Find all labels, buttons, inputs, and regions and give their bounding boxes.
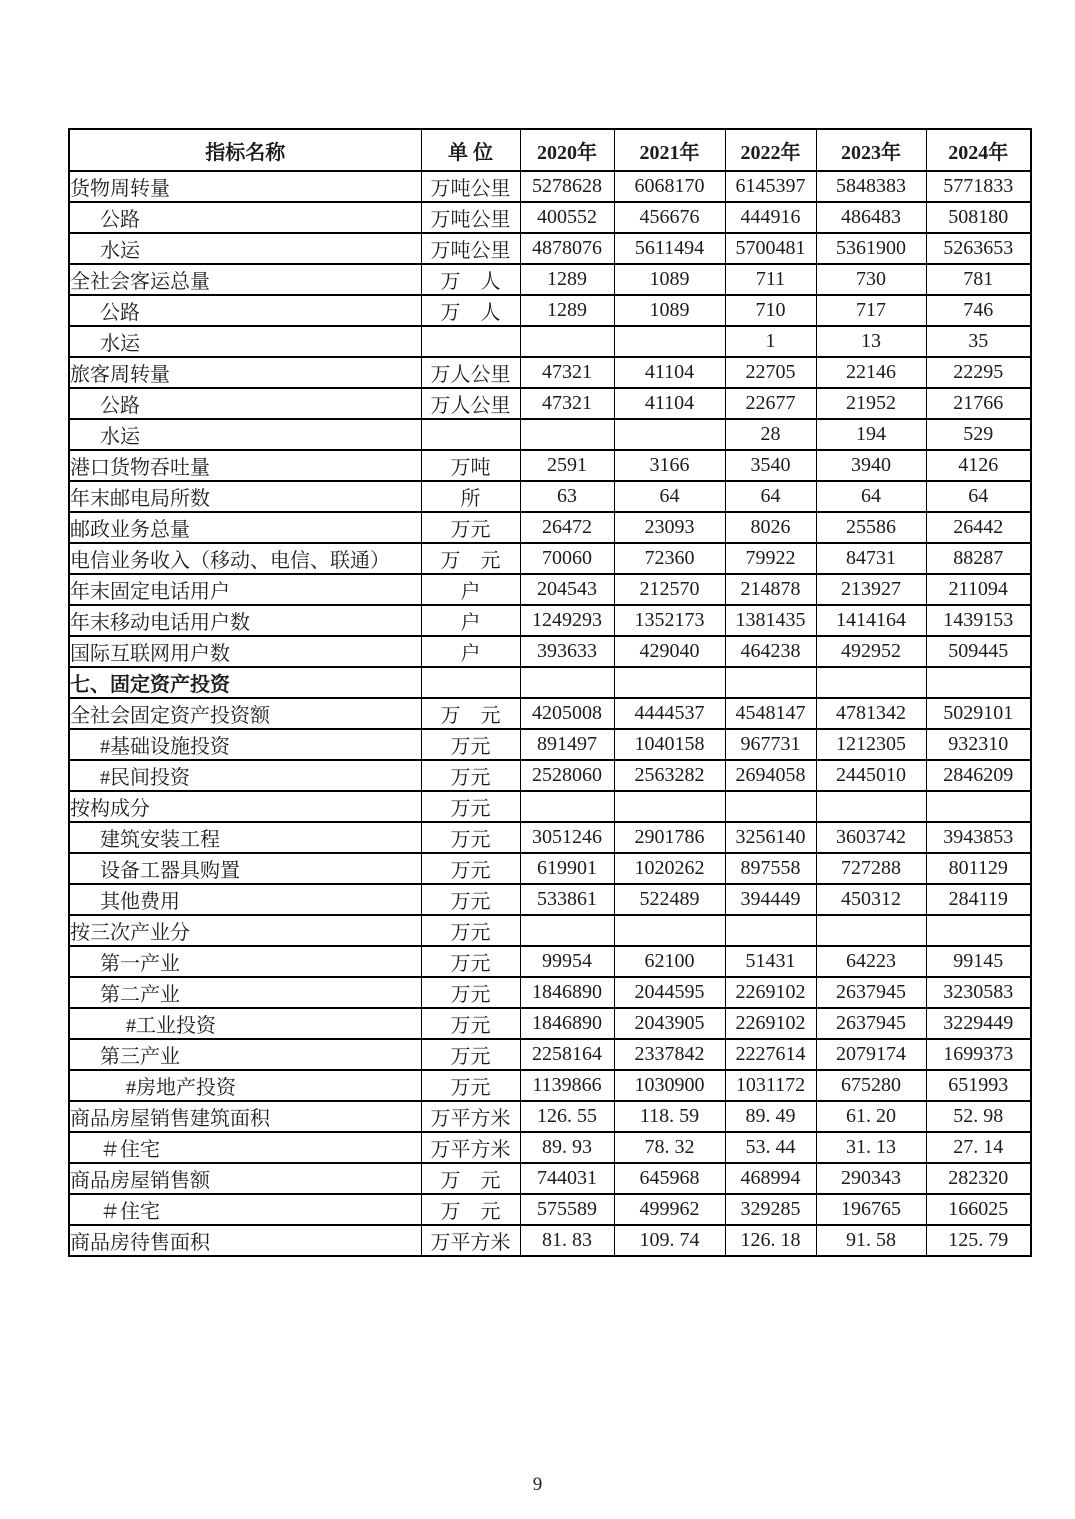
value-cell: 2637945 <box>816 977 926 1008</box>
value-cell: 2258164 <box>520 1039 614 1070</box>
unit-cell: 万 人 <box>421 264 520 295</box>
value-cell: 47321 <box>520 357 614 388</box>
value-cell: 3230583 <box>926 977 1031 1008</box>
value-cell: 89. 93 <box>520 1132 614 1163</box>
indicator-cell: 商品房屋销售建筑面积 <box>69 1101 421 1132</box>
value-cell: 429040 <box>614 636 725 667</box>
value-cell: 118. 59 <box>614 1101 725 1132</box>
unit-cell: 万平方米 <box>421 1132 520 1163</box>
header-cell-indicator: 指标名称 <box>69 129 421 171</box>
indicator-cell: ＃住宅 <box>69 1194 421 1225</box>
value-cell: 3943853 <box>926 822 1031 853</box>
unit-cell: 万元 <box>421 512 520 543</box>
unit-cell: 万元 <box>421 760 520 791</box>
indicator-cell: 商品房屋销售额 <box>69 1163 421 1194</box>
indicator-cell: 设备工器具购置 <box>69 853 421 884</box>
value-cell: 891497 <box>520 729 614 760</box>
indicator-cell: ＃住宅 <box>69 1132 421 1163</box>
value-cell: 125. 79 <box>926 1225 1031 1256</box>
value-cell: 63 <box>520 481 614 512</box>
indicator-cell: #房地产投资 <box>69 1070 421 1101</box>
value-cell: 651993 <box>926 1070 1031 1101</box>
value-cell: 746 <box>926 295 1031 326</box>
table-row <box>69 698 1031 729</box>
value-cell: 730 <box>816 264 926 295</box>
header-cell-year-3: 2023年 <box>816 129 926 171</box>
indicator-cell: 七、固定资产投资 <box>69 667 421 698</box>
table-row <box>69 388 1031 419</box>
indicator-cell: 电信业务收入（移动、电信、联通） <box>69 543 421 574</box>
value-cell: 5700481 <box>725 233 816 264</box>
indicator-cell: 全社会客运总量 <box>69 264 421 295</box>
value-cell: 2269102 <box>725 977 816 1008</box>
value-cell: 3051246 <box>520 822 614 853</box>
table-row <box>69 760 1031 791</box>
indicator-cell: 年末移动电话用户数 <box>69 605 421 636</box>
table-row <box>69 326 1031 357</box>
value-cell <box>725 915 816 946</box>
value-cell: 64 <box>816 481 926 512</box>
value-cell: 619901 <box>520 853 614 884</box>
unit-cell: 万元 <box>421 791 520 822</box>
value-cell: 126. 18 <box>725 1225 816 1256</box>
value-cell: 5771833 <box>926 171 1031 202</box>
value-cell: 393633 <box>520 636 614 667</box>
value-cell <box>520 667 614 698</box>
indicator-cell: 公路 <box>69 388 421 419</box>
value-cell: 5029101 <box>926 698 1031 729</box>
value-cell: 26472 <box>520 512 614 543</box>
value-cell: 4878076 <box>520 233 614 264</box>
value-cell: 1030900 <box>614 1070 725 1101</box>
value-cell: 88287 <box>926 543 1031 574</box>
value-cell: 64 <box>614 481 725 512</box>
value-cell: 450312 <box>816 884 926 915</box>
value-cell: 5848383 <box>816 171 926 202</box>
value-cell: 166025 <box>926 1194 1031 1225</box>
value-cell: 284119 <box>926 884 1031 915</box>
value-cell: 1414164 <box>816 605 926 636</box>
value-cell: 1352173 <box>614 605 725 636</box>
value-cell <box>725 667 816 698</box>
value-cell: 2043905 <box>614 1008 725 1039</box>
value-cell: 3229449 <box>926 1008 1031 1039</box>
table-header <box>69 129 1031 171</box>
indicator-cell: 全社会固定资产投资额 <box>69 698 421 729</box>
unit-cell: 万元 <box>421 915 520 946</box>
value-cell: 675280 <box>816 1070 926 1101</box>
value-cell: 3940 <box>816 450 926 481</box>
value-cell: 196765 <box>816 1194 926 1225</box>
value-cell <box>614 326 725 357</box>
table-row <box>69 729 1031 760</box>
value-cell: 72360 <box>614 543 725 574</box>
indicator-cell: 邮政业务总量 <box>69 512 421 543</box>
indicator-cell: 水运 <box>69 326 421 357</box>
value-cell: 1089 <box>614 264 725 295</box>
value-cell: 84731 <box>816 543 926 574</box>
value-cell: 717 <box>816 295 926 326</box>
value-cell: 1020262 <box>614 853 725 884</box>
value-cell: 8026 <box>725 512 816 543</box>
table-row <box>69 264 1031 295</box>
indicator-cell: 第一产业 <box>69 946 421 977</box>
value-cell: 2591 <box>520 450 614 481</box>
unit-cell: 所 <box>421 481 520 512</box>
unit-cell: 万平方米 <box>421 1225 520 1256</box>
value-cell: 1699373 <box>926 1039 1031 1070</box>
unit-cell: 户 <box>421 574 520 605</box>
value-cell: 47321 <box>520 388 614 419</box>
indicator-cell: 港口货物吞吐量 <box>69 450 421 481</box>
value-cell: 53. 44 <box>725 1132 816 1163</box>
table-row <box>69 1132 1031 1163</box>
indicator-cell: 建筑安装工程 <box>69 822 421 853</box>
value-cell: 109. 74 <box>614 1225 725 1256</box>
unit-cell <box>421 419 520 450</box>
value-cell: 1846890 <box>520 1008 614 1039</box>
header-cell-year-1: 2021年 <box>614 129 725 171</box>
value-cell: 27. 14 <box>926 1132 1031 1163</box>
table-row <box>69 1225 1031 1256</box>
value-cell <box>520 326 614 357</box>
value-cell: 3166 <box>614 450 725 481</box>
value-cell: 99954 <box>520 946 614 977</box>
value-cell: 194 <box>816 419 926 450</box>
unit-cell: 万 元 <box>421 543 520 574</box>
value-cell: 2044595 <box>614 977 725 1008</box>
value-cell <box>614 667 725 698</box>
value-cell: 1289 <box>520 264 614 295</box>
table-row <box>69 1163 1031 1194</box>
unit-cell: 万吨 <box>421 450 520 481</box>
value-cell: 522489 <box>614 884 725 915</box>
value-cell: 22705 <box>725 357 816 388</box>
value-cell: 456676 <box>614 202 725 233</box>
table-row <box>69 1070 1031 1101</box>
value-cell: 41104 <box>614 357 725 388</box>
value-cell <box>816 667 926 698</box>
value-cell: 1139866 <box>520 1070 614 1101</box>
value-cell: 967731 <box>725 729 816 760</box>
value-cell: 211094 <box>926 574 1031 605</box>
indicator-cell: 货物周转量 <box>69 171 421 202</box>
value-cell: 2563282 <box>614 760 725 791</box>
value-cell: 4781342 <box>816 698 926 729</box>
value-cell: 22677 <box>725 388 816 419</box>
indicator-cell: 按三次产业分 <box>69 915 421 946</box>
table-row <box>69 419 1031 450</box>
value-cell: 1381435 <box>725 605 816 636</box>
value-cell: 28 <box>725 419 816 450</box>
value-cell: 89. 49 <box>725 1101 816 1132</box>
value-cell: 64223 <box>816 946 926 977</box>
unit-cell: 万元 <box>421 1008 520 1039</box>
table-row <box>69 1194 1031 1225</box>
value-cell: 6068170 <box>614 171 725 202</box>
indicator-cell: 水运 <box>69 233 421 264</box>
unit-cell: 万吨公里 <box>421 202 520 233</box>
value-cell: 3603742 <box>816 822 926 853</box>
value-cell: 509445 <box>926 636 1031 667</box>
table-row <box>69 233 1031 264</box>
value-cell: 6145397 <box>725 171 816 202</box>
value-cell: 711 <box>725 264 816 295</box>
value-cell <box>614 915 725 946</box>
value-cell: 70060 <box>520 543 614 574</box>
indicator-cell: 第二产业 <box>69 977 421 1008</box>
value-cell: 41104 <box>614 388 725 419</box>
header-cell-year-4: 2024年 <box>926 129 1031 171</box>
unit-cell <box>421 667 520 698</box>
value-cell: 5278628 <box>520 171 614 202</box>
header-cell-year-2: 2022年 <box>725 129 816 171</box>
value-cell: 1031172 <box>725 1070 816 1101</box>
value-cell: 51431 <box>725 946 816 977</box>
unit-cell: 万元 <box>421 946 520 977</box>
indicator-cell: 年末固定电话用户 <box>69 574 421 605</box>
value-cell: 5361900 <box>816 233 926 264</box>
indicator-cell: 第三产业 <box>69 1039 421 1070</box>
value-cell: 486483 <box>816 202 926 233</box>
value-cell: 79922 <box>725 543 816 574</box>
table-row <box>69 512 1031 543</box>
table-row <box>69 1101 1031 1132</box>
table-row <box>69 171 1031 202</box>
value-cell: 213927 <box>816 574 926 605</box>
unit-cell: 万吨公里 <box>421 233 520 264</box>
table-row <box>69 853 1031 884</box>
unit-cell: 万元 <box>421 853 520 884</box>
value-cell: 35 <box>926 326 1031 357</box>
indicator-cell: 按构成分 <box>69 791 421 822</box>
value-cell <box>520 915 614 946</box>
value-cell: 290343 <box>816 1163 926 1194</box>
value-cell: 52. 98 <box>926 1101 1031 1132</box>
value-cell <box>926 791 1031 822</box>
value-cell: 744031 <box>520 1163 614 1194</box>
value-cell: 492952 <box>816 636 926 667</box>
value-cell: 3540 <box>725 450 816 481</box>
page-number: 9 <box>532 1474 543 1495</box>
value-cell: 781 <box>926 264 1031 295</box>
value-cell: 508180 <box>926 202 1031 233</box>
value-cell: 78. 32 <box>614 1132 725 1163</box>
unit-cell <box>421 326 520 357</box>
unit-cell: 万元 <box>421 1039 520 1070</box>
value-cell: 23093 <box>614 512 725 543</box>
value-cell <box>614 791 725 822</box>
value-cell: 727288 <box>816 853 926 884</box>
indicator-cell: 旅客周转量 <box>69 357 421 388</box>
value-cell <box>816 915 926 946</box>
value-cell: 282320 <box>926 1163 1031 1194</box>
value-cell <box>520 419 614 450</box>
table-row <box>69 357 1031 388</box>
table-row <box>69 884 1031 915</box>
value-cell: 1289 <box>520 295 614 326</box>
value-cell: 529 <box>926 419 1031 450</box>
value-cell: 1089 <box>614 295 725 326</box>
value-cell: 394449 <box>725 884 816 915</box>
value-cell: 897558 <box>725 853 816 884</box>
value-cell: 5263653 <box>926 233 1031 264</box>
table-row <box>69 667 1031 698</box>
value-cell: 126. 55 <box>520 1101 614 1132</box>
value-cell: 2528060 <box>520 760 614 791</box>
value-cell: 212570 <box>614 574 725 605</box>
table-row <box>69 574 1031 605</box>
value-cell: 2901786 <box>614 822 725 853</box>
table-row <box>69 1008 1031 1039</box>
table-row <box>69 822 1031 853</box>
table-row <box>69 636 1031 667</box>
value-cell: 710 <box>725 295 816 326</box>
value-cell: 464238 <box>725 636 816 667</box>
indicator-cell: 其他费用 <box>69 884 421 915</box>
unit-cell: 万元 <box>421 1070 520 1101</box>
header-cell-unit: 单 位 <box>421 129 520 171</box>
value-cell: 81. 83 <box>520 1225 614 1256</box>
table-row <box>69 543 1031 574</box>
table-row <box>69 202 1031 233</box>
value-cell: 22146 <box>816 357 926 388</box>
unit-cell: 万吨公里 <box>421 171 520 202</box>
value-cell: 4205008 <box>520 698 614 729</box>
table-row <box>69 481 1031 512</box>
indicator-cell: 公路 <box>69 202 421 233</box>
value-cell: 31. 13 <box>816 1132 926 1163</box>
table-row <box>69 1039 1031 1070</box>
value-cell: 801129 <box>926 853 1031 884</box>
indicator-cell: 商品房待售面积 <box>69 1225 421 1256</box>
value-cell: 645968 <box>614 1163 725 1194</box>
value-cell: 2846209 <box>926 760 1031 791</box>
value-cell: 1040158 <box>614 729 725 760</box>
indicator-cell: 水运 <box>69 419 421 450</box>
value-cell: 26442 <box>926 512 1031 543</box>
value-cell: 2269102 <box>725 1008 816 1039</box>
value-cell <box>725 791 816 822</box>
value-cell: 64 <box>926 481 1031 512</box>
unit-cell: 万 元 <box>421 1163 520 1194</box>
value-cell: 2079174 <box>816 1039 926 1070</box>
unit-cell: 万 元 <box>421 1194 520 1225</box>
value-cell <box>926 667 1031 698</box>
unit-cell: 万元 <box>421 884 520 915</box>
indicator-cell: 年末邮电局所数 <box>69 481 421 512</box>
indicators-table <box>68 128 1032 1257</box>
value-cell: 61. 20 <box>816 1101 926 1132</box>
value-cell: 329285 <box>725 1194 816 1225</box>
value-cell: 22295 <box>926 357 1031 388</box>
header-cell-year-0: 2020年 <box>520 129 614 171</box>
value-cell: 533861 <box>520 884 614 915</box>
unit-cell: 万 元 <box>421 698 520 729</box>
indicator-cell: 公路 <box>69 295 421 326</box>
value-cell: 1846890 <box>520 977 614 1008</box>
indicator-cell: 国际互联网用户数 <box>69 636 421 667</box>
unit-cell: 万元 <box>421 822 520 853</box>
table-row <box>69 915 1031 946</box>
value-cell <box>926 915 1031 946</box>
value-cell: 2337842 <box>614 1039 725 1070</box>
value-cell: 91. 58 <box>816 1225 926 1256</box>
indicator-cell: #基础设施投资 <box>69 729 421 760</box>
indicator-cell: #民间投资 <box>69 760 421 791</box>
unit-cell: 万元 <box>421 977 520 1008</box>
value-cell: 575589 <box>520 1194 614 1225</box>
value-cell: 1 <box>725 326 816 357</box>
value-cell: 1249293 <box>520 605 614 636</box>
unit-cell: 万人公里 <box>421 357 520 388</box>
value-cell: 932310 <box>926 729 1031 760</box>
table-row <box>69 946 1031 977</box>
value-cell: 468994 <box>725 1163 816 1194</box>
value-cell: 5611494 <box>614 233 725 264</box>
unit-cell: 户 <box>421 605 520 636</box>
unit-cell: 万人公里 <box>421 388 520 419</box>
table-row <box>69 977 1031 1008</box>
value-cell: 2637945 <box>816 1008 926 1039</box>
value-cell: 3256140 <box>725 822 816 853</box>
unit-cell: 户 <box>421 636 520 667</box>
table-row <box>69 450 1031 481</box>
value-cell <box>614 419 725 450</box>
value-cell: 400552 <box>520 202 614 233</box>
value-cell <box>520 791 614 822</box>
value-cell: 204543 <box>520 574 614 605</box>
table-body <box>69 171 1031 1256</box>
value-cell: 444916 <box>725 202 816 233</box>
table-row <box>69 605 1031 636</box>
header-row <box>69 129 1031 171</box>
value-cell: 4126 <box>926 450 1031 481</box>
value-cell: 214878 <box>725 574 816 605</box>
value-cell: 2445010 <box>816 760 926 791</box>
value-cell: 1212305 <box>816 729 926 760</box>
value-cell: 2694058 <box>725 760 816 791</box>
value-cell: 4548147 <box>725 698 816 729</box>
value-cell: 25586 <box>816 512 926 543</box>
value-cell: 21766 <box>926 388 1031 419</box>
value-cell: 21952 <box>816 388 926 419</box>
value-cell: 62100 <box>614 946 725 977</box>
value-cell: 499962 <box>614 1194 725 1225</box>
value-cell: 13 <box>816 326 926 357</box>
value-cell: 64 <box>725 481 816 512</box>
table-row <box>69 791 1031 822</box>
table-row <box>69 295 1031 326</box>
unit-cell: 万元 <box>421 729 520 760</box>
value-cell: 99145 <box>926 946 1031 977</box>
value-cell: 4444537 <box>614 698 725 729</box>
value-cell: 1439153 <box>926 605 1031 636</box>
unit-cell: 万 人 <box>421 295 520 326</box>
value-cell: 2227614 <box>725 1039 816 1070</box>
unit-cell: 万平方米 <box>421 1101 520 1132</box>
indicator-cell: #工业投资 <box>69 1008 421 1039</box>
value-cell <box>816 791 926 822</box>
